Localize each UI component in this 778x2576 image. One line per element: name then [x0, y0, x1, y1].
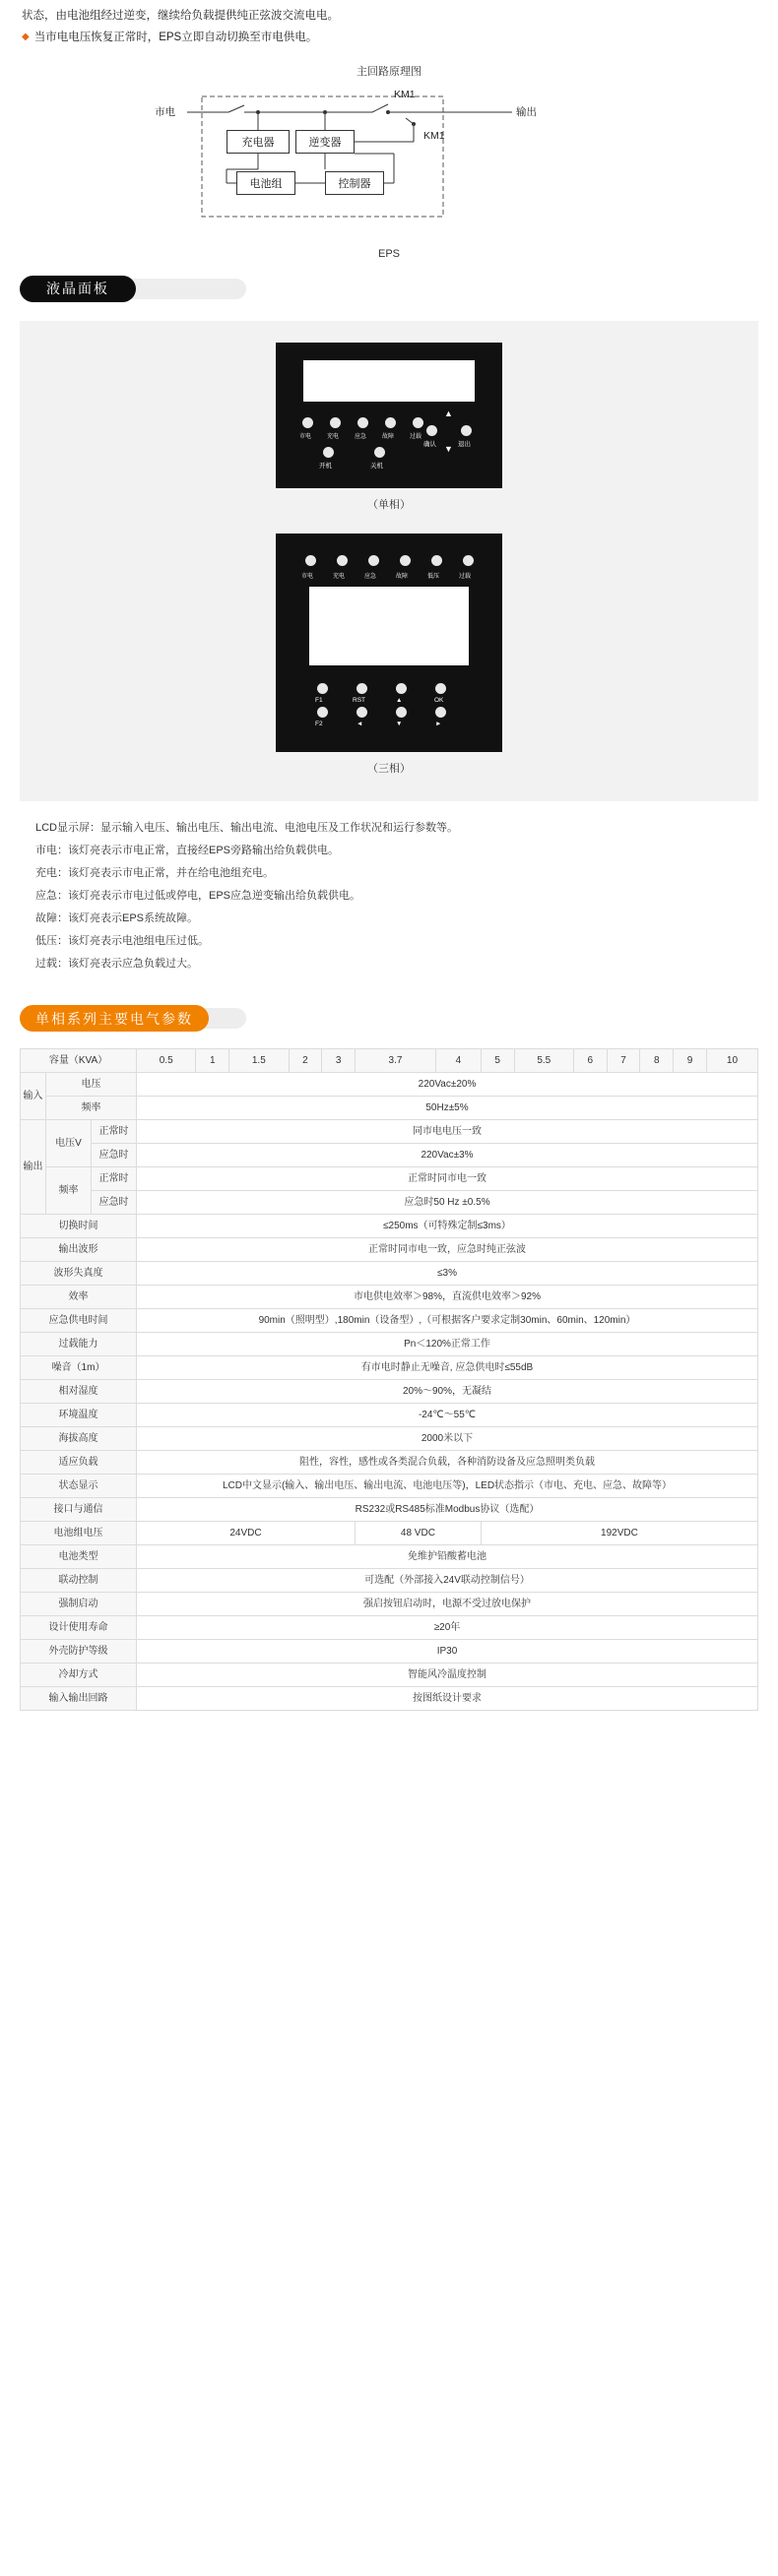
row-value: ≤3%: [137, 1262, 758, 1286]
led-label-mains-single: 市电: [299, 433, 312, 440]
row-head: 频率: [46, 1167, 92, 1215]
table-row-capacity: [21, 1049, 758, 1073]
led-fault-single: [385, 417, 396, 428]
table-row: [21, 1120, 758, 1144]
row-value: LCD中文显示(输入、输出电压、输出电流、电池电压等)，LED状态指示（市电、充电、应急、故障等）: [137, 1475, 758, 1498]
capacity-cell: 2: [289, 1049, 322, 1073]
three-phase-caption: （三相）: [367, 762, 411, 775]
group-label-input: 输入: [21, 1073, 46, 1120]
table-row: [21, 1333, 758, 1356]
diagram-canvas: [0, 79, 778, 246]
led-charge-single: [330, 417, 341, 428]
legend-item: 故障：该灯亮表示EPS系统故障。: [35, 912, 199, 925]
circuit-diagram: [0, 63, 778, 260]
table-row: [21, 1404, 758, 1427]
capacity-cell: 3.7: [355, 1049, 435, 1073]
row-value: ≤250ms（可特殊定制≤3ms）: [137, 1215, 758, 1238]
diagram-caption: EPS: [377, 247, 400, 260]
diagram-label-mains: 市电: [155, 105, 175, 118]
row-head: 冷却方式: [21, 1664, 137, 1687]
section-title-lcd: 液晶面板: [20, 276, 136, 302]
row-head: 效率: [21, 1286, 137, 1309]
single-phase-panel: [276, 343, 502, 488]
capacity-cell: 3: [322, 1049, 356, 1073]
row-value: ≥20年: [137, 1616, 758, 1640]
note-text-1: 状态，由电池组经过逆变，继续给负载提供纯正弦波交流电电。: [22, 10, 339, 22]
key-label-ok: OK: [434, 696, 444, 704]
table-row-battery-voltage: [21, 1522, 758, 1545]
row-value: 市电供电效率＞98%，直流供电效率＞92%: [137, 1286, 758, 1309]
led-label-overload-single: 过载: [410, 433, 422, 440]
power-off-button-single[interactable]: [374, 447, 385, 458]
row-value: 20%～90%，无凝结: [137, 1380, 758, 1404]
diagram-box-charger: 充电器: [227, 130, 290, 154]
row-head: 电池组电压: [21, 1522, 137, 1545]
row-value: 220Vac±3%: [137, 1144, 758, 1167]
panel-legend: [35, 817, 743, 976]
table-row: [21, 1593, 758, 1616]
row-value: 24VDC: [137, 1522, 356, 1545]
led-label-mains-three: 市电: [301, 573, 314, 580]
row-value: 正常时同市电一致，应急时纯正弦波: [137, 1238, 758, 1262]
row-head: 状态显示: [21, 1475, 137, 1498]
row-head: 波形失真度: [21, 1262, 137, 1286]
table-row: [21, 1144, 758, 1167]
row-head: 应急供电时间: [21, 1309, 137, 1333]
table-row: [21, 1380, 758, 1404]
diagram-title: 主回路原理图: [357, 65, 421, 78]
spec-table-wrap: [20, 1048, 758, 1711]
table-row: [21, 1191, 758, 1215]
led-overload-three: [463, 555, 474, 566]
row-value: 强启按钮启动时，电源不受过放电保护: [137, 1593, 758, 1616]
row-head: 联动控制: [21, 1569, 137, 1593]
row-value: 阻性，容性，感性或各类混合负载，各种消防设备及应急照明类负载: [137, 1451, 758, 1475]
row-value: 2000米以下: [137, 1427, 758, 1451]
section-header-specs: [20, 1005, 758, 1035]
diagram-box-battery: 电池组: [236, 171, 295, 195]
led-overload-single: [413, 417, 423, 428]
power-off-label-single: 关机: [370, 462, 383, 470]
row-subhead: 应急时: [92, 1191, 137, 1215]
top-notes: [0, 0, 778, 49]
capacity-cell: 5.5: [514, 1049, 573, 1073]
key-rst-three[interactable]: [357, 683, 367, 694]
row-value: 智能风冷温度控制: [137, 1664, 758, 1687]
row-subhead: 正常时: [92, 1120, 137, 1144]
key-f2-three[interactable]: [317, 707, 328, 718]
row-head: 输出波形: [21, 1238, 137, 1262]
key-label-down: ▼: [396, 720, 403, 727]
diagram-box-controller: 控制器: [325, 171, 384, 195]
capacity-cell: 0.5: [137, 1049, 196, 1073]
capacity-cell: 9: [674, 1049, 707, 1073]
row-value: 有市电时静止无噪音, 应急供电时≤55dB: [137, 1356, 758, 1380]
row-value: 192VDC: [481, 1522, 757, 1545]
arrow-up-icon-single[interactable]: ▲: [444, 408, 453, 418]
row-value: -24℃～55℃: [137, 1404, 758, 1427]
led-label-lowvolt-three: 低压: [427, 573, 440, 580]
row-value: IP30: [137, 1640, 758, 1664]
row-value: 90min（照明型）,180min（设备型）,（可根据客户要求定制30min、60min、120min）: [137, 1309, 758, 1333]
table-row: [21, 1215, 758, 1238]
spec-table: [20, 1048, 758, 1711]
table-row: [21, 1475, 758, 1498]
capacity-cell: 7: [607, 1049, 640, 1073]
legend-item: 应急：该灯亮表示市电过低或停电，EPS应急逆变输出给负载供电。: [35, 889, 361, 902]
led-emergency-three: [368, 555, 379, 566]
section-title-specs: 单相系列主要电气参数: [20, 1005, 209, 1032]
row-value: 50Hz±5%: [137, 1097, 758, 1120]
row-head: 电压V: [46, 1120, 92, 1167]
key-label-left: ◄: [357, 720, 363, 727]
capacity-cell: 5: [481, 1049, 514, 1073]
exit-label-single: 退出: [458, 440, 471, 448]
lcd-screen-three: [309, 587, 469, 665]
capacity-label: 容量（KVA）: [21, 1049, 137, 1073]
key-label-right: ►: [435, 720, 442, 727]
row-head: 外壳防护等级: [21, 1640, 137, 1664]
led-label-emergency-single: 应急: [355, 433, 367, 440]
row-value: 48 VDC: [355, 1522, 481, 1545]
led-label-emergency-three: 应急: [364, 573, 377, 580]
led-lowvolt-three: [431, 555, 442, 566]
key-f1-three[interactable]: [317, 683, 328, 694]
key-down-three[interactable]: [396, 707, 407, 718]
note-line-1: [22, 6, 756, 28]
row-head: 环境温度: [21, 1404, 137, 1427]
row-value: 220Vac±20%: [137, 1073, 758, 1097]
led-charge-three: [337, 555, 348, 566]
note-line-2: [22, 28, 756, 49]
row-value: 可选配（外部接入24V联动控制信号）: [137, 1569, 758, 1593]
table-row: [21, 1569, 758, 1593]
row-head: 强制启动: [21, 1593, 137, 1616]
led-label-fault-three: 故障: [396, 573, 409, 580]
diagram-box-inverter: 逆变器: [295, 130, 355, 154]
legend-item: 过载：该灯亮表示应急负载过大。: [35, 958, 198, 971]
diagram-label-km1-bottom: KM1: [423, 129, 445, 142]
row-value: Pn＜120%正常工作: [137, 1333, 758, 1356]
legend-item: 充电：该灯亮表示市电正常，并在给电池组充电。: [35, 866, 274, 879]
row-head: 相对湿度: [21, 1380, 137, 1404]
table-row: [21, 1687, 758, 1711]
arrow-down-icon-single[interactable]: ▼: [444, 443, 453, 454]
row-value: 应急时50 Hz ±0.5%: [137, 1191, 758, 1215]
row-value: RS232或RS485标准Modbus协议（选配）: [137, 1498, 758, 1522]
row-head: 设计使用寿命: [21, 1616, 137, 1640]
confirm-label-single: 确认: [423, 440, 436, 448]
group-label-output: 输出: [21, 1120, 46, 1215]
row-value: 同市电电压一致: [137, 1120, 758, 1144]
table-row: [21, 1545, 758, 1569]
bullet-icon: ◆: [22, 31, 30, 42]
three-phase-panel: [276, 534, 502, 752]
capacity-cell: 4: [436, 1049, 482, 1073]
led-emergency-single: [357, 417, 368, 428]
key-left-three[interactable]: [357, 707, 367, 718]
key-label-f1: F1: [315, 696, 323, 704]
diagram-svg: [0, 79, 778, 246]
panel-illustration-area: [20, 321, 758, 801]
table-row: [21, 1356, 758, 1380]
table-row: [21, 1286, 758, 1309]
row-head: 噪音（1m）: [21, 1356, 137, 1380]
power-on-label-single: 开机: [319, 462, 332, 470]
row-head: 过载能力: [21, 1333, 137, 1356]
led-fault-three: [400, 555, 411, 566]
led-mains-three: [305, 555, 316, 566]
row-head: 海拔高度: [21, 1427, 137, 1451]
note-text-2: 当市电电压恢复正常时，EPS立即自动切换至市电供电。: [33, 31, 318, 43]
capacity-cell: 10: [706, 1049, 757, 1073]
table-row: [21, 1238, 758, 1262]
legend-item: 低压：该灯亮表示电池组电压过低。: [35, 935, 209, 948]
led-mains-single: [302, 417, 313, 428]
table-row: [21, 1498, 758, 1522]
diagram-label-output: 输出: [516, 105, 537, 118]
exit-button-single[interactable]: [461, 425, 472, 436]
key-label-rst: RST: [353, 696, 365, 704]
table-row: [21, 1664, 758, 1687]
row-head: 适应负载: [21, 1451, 137, 1475]
table-row: [21, 1309, 758, 1333]
lcd-screen-single: [303, 360, 475, 402]
table-row: [21, 1073, 758, 1097]
key-up-three[interactable]: [396, 683, 407, 694]
row-value: 正常时同市电一致: [137, 1167, 758, 1191]
row-head: 电压: [46, 1073, 137, 1097]
row-head: 频率: [46, 1097, 137, 1120]
table-row: [21, 1262, 758, 1286]
row-head: 切换时间: [21, 1215, 137, 1238]
row-head: 输入输出回路: [21, 1687, 137, 1711]
led-label-charge-single: 充电: [327, 433, 340, 440]
capacity-cell: 1.5: [229, 1049, 289, 1073]
row-head: 电池类型: [21, 1545, 137, 1569]
row-value: 免维护铅酸蓄电池: [137, 1545, 758, 1569]
key-label-up: ▲: [396, 696, 403, 704]
row-subhead: 应急时: [92, 1144, 137, 1167]
row-subhead: 正常时: [92, 1167, 137, 1191]
table-row: [21, 1616, 758, 1640]
power-on-button-single[interactable]: [323, 447, 334, 458]
led-label-fault-single: 故障: [382, 433, 395, 440]
table-row: [21, 1640, 758, 1664]
capacity-cell: 8: [640, 1049, 674, 1073]
capacity-cell: 1: [196, 1049, 229, 1073]
row-head: 接口与通信: [21, 1498, 137, 1522]
legend-item: 市电：该灯亮表示市电正常，直接经EPS旁路输出给负载供电。: [35, 844, 340, 856]
table-row: [21, 1427, 758, 1451]
section-header-lcd: [20, 276, 758, 305]
table-row: [21, 1451, 758, 1475]
capacity-cell: 6: [573, 1049, 607, 1073]
row-value: 按图纸设计要求: [137, 1687, 758, 1711]
legend-item: LCD显示屏：显示输入电压、输出电压、输出电流、电池电压及工作状况和运行参数等。: [35, 821, 459, 834]
key-label-f2: F2: [315, 720, 323, 727]
single-phase-caption: （单相）: [367, 498, 411, 511]
diagram-label-km1-top: KM1: [394, 88, 416, 100]
led-label-overload-three: 过载: [459, 573, 472, 580]
table-row: [21, 1097, 758, 1120]
key-right-three[interactable]: [435, 707, 446, 718]
confirm-button-single[interactable]: [426, 425, 437, 436]
key-ok-three[interactable]: [435, 683, 446, 694]
table-row: [21, 1167, 758, 1191]
led-label-charge-three: 充电: [333, 573, 346, 580]
